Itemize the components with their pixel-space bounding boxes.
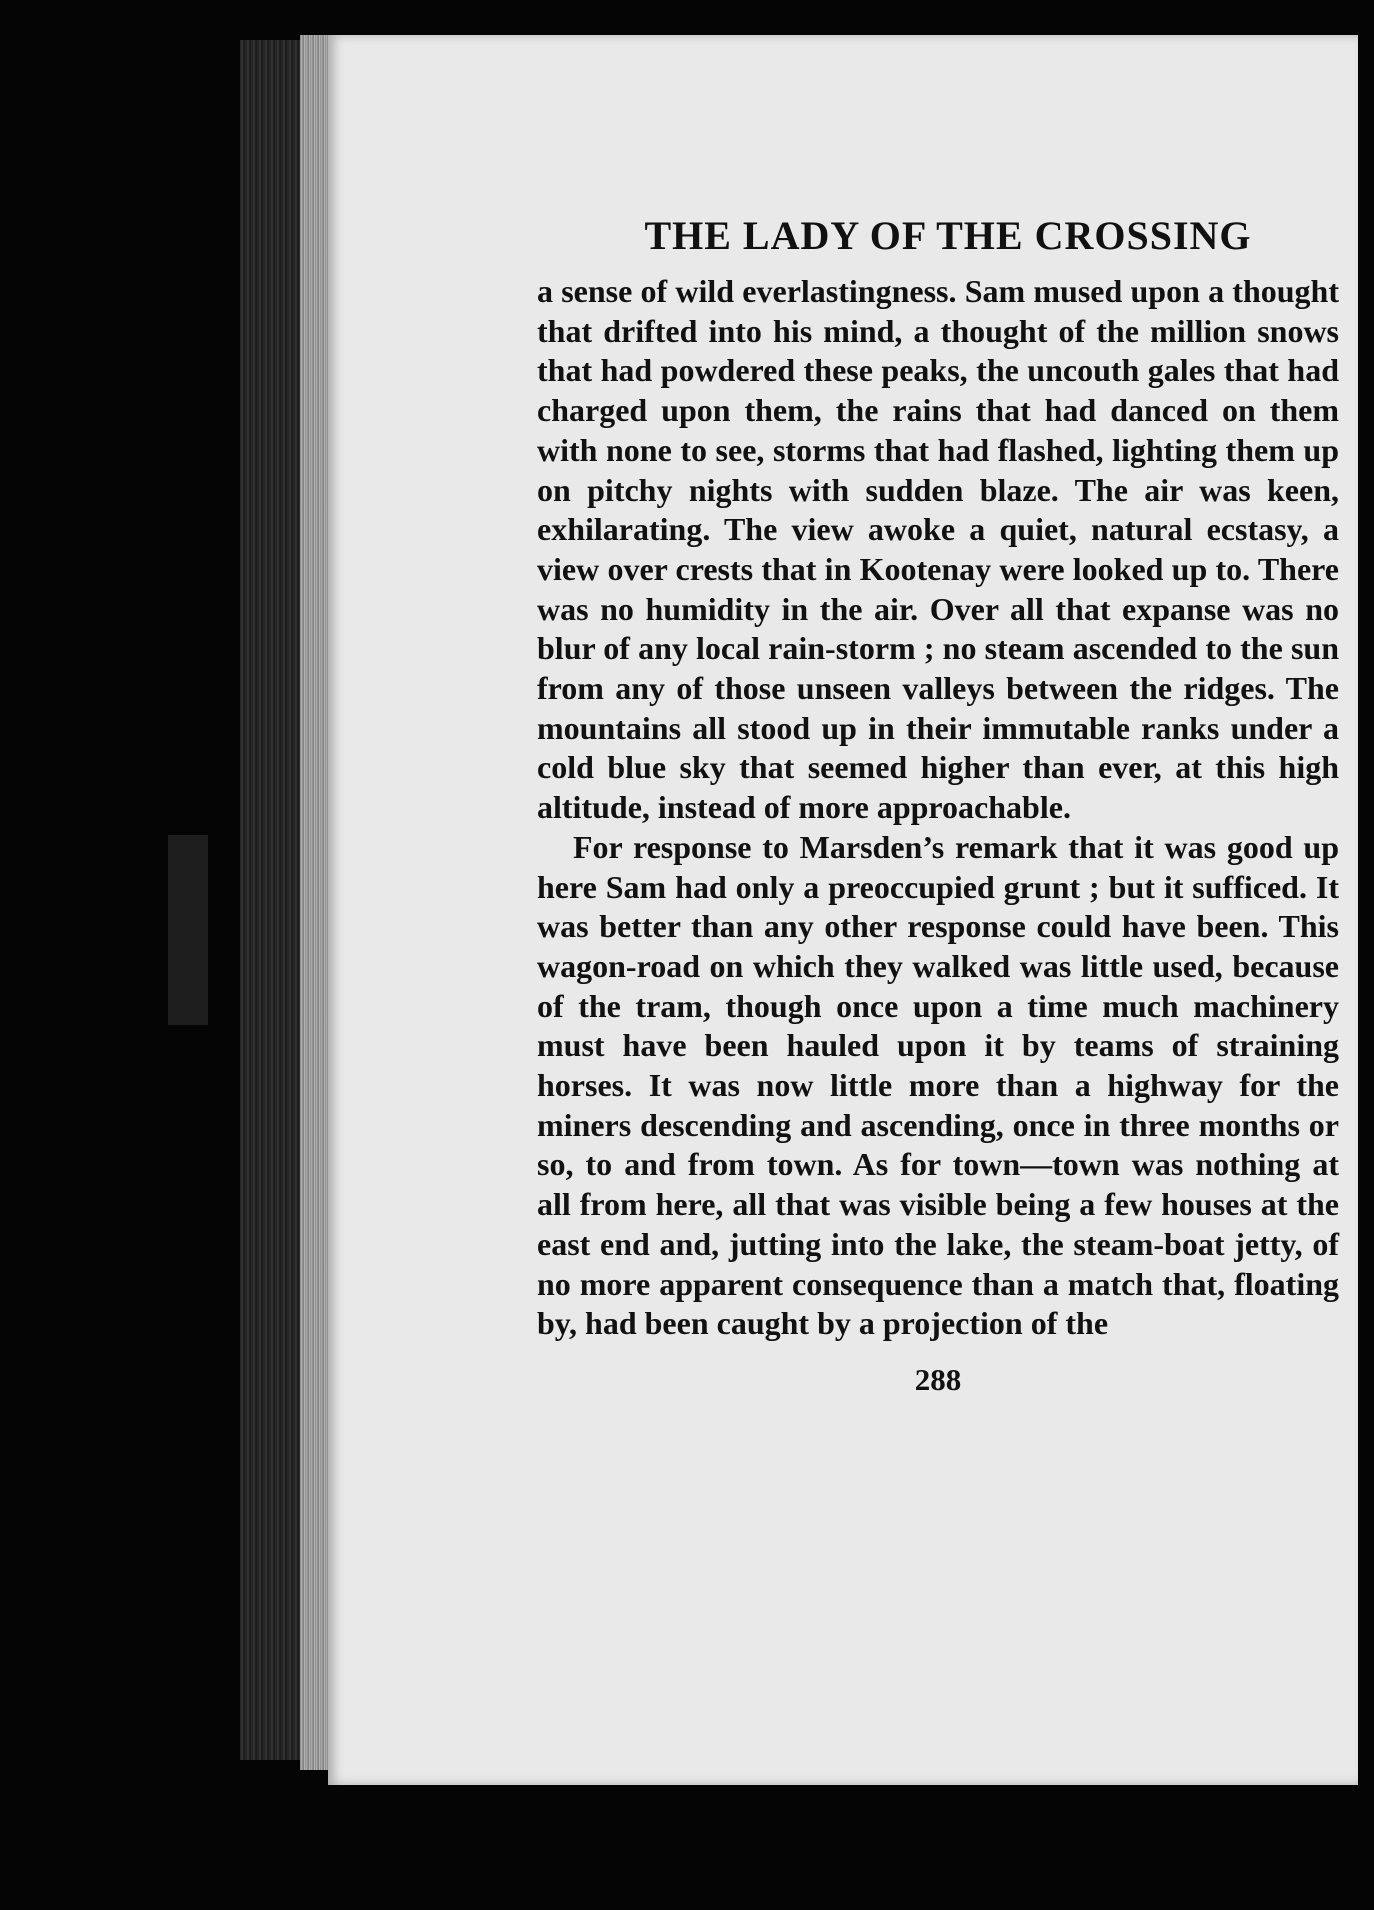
spine-label <box>168 835 208 1025</box>
book-page <box>328 35 1358 1785</box>
paragraph-2: For response to Marsden’s remark that it was good up here Sam had only a preoccupied grunt ; but it sufficed. It was better than any other response could have been. This wagon-road on which they walked was little used, because of the tram, though once upon a time much machinery must have been hauled upon it by teams of straining horses. It was now little more than a highway for the miners descending and ascending, once in three months or so, to and from town. As for town—town was nothing at all from here, all that was visible being a few houses at the east end and, jutting into the lake, the steam-boat jetty, of no more apparent consequence than a match that, floating by, had been caught by a projection of the <box>537 828 1339 1342</box>
page-number: 288 <box>914 1361 962 1397</box>
running-head: THE LADY OF THE CROSSING <box>644 213 1252 258</box>
paragraph-1: a sense of wild everlastingness. Sam mused upon a thought that drifted into his mind, a thought of the million snows that had powdered these peaks, the uncouth gales that had charged upon them, the rains that had danced on them with none to see, storms that had flashed, lighting them up on pitchy nights with sudden blaze. The air was keen, exhilarating. The view awoke a quiet, natural ecstasy, a view over crests that in Kootenay were looked up to. There was no humidity in the air. Over all that expanse was no blur of any local rain-storm ; no steam ascended to the sun from any of those unseen valleys between the ridges. The mountains all stood up in their immutable ranks under a cold blue sky that seemed higher than ever, at this high altitude, instead of more approachable. <box>537 273 1339 826</box>
text-block <box>537 210 1339 1398</box>
